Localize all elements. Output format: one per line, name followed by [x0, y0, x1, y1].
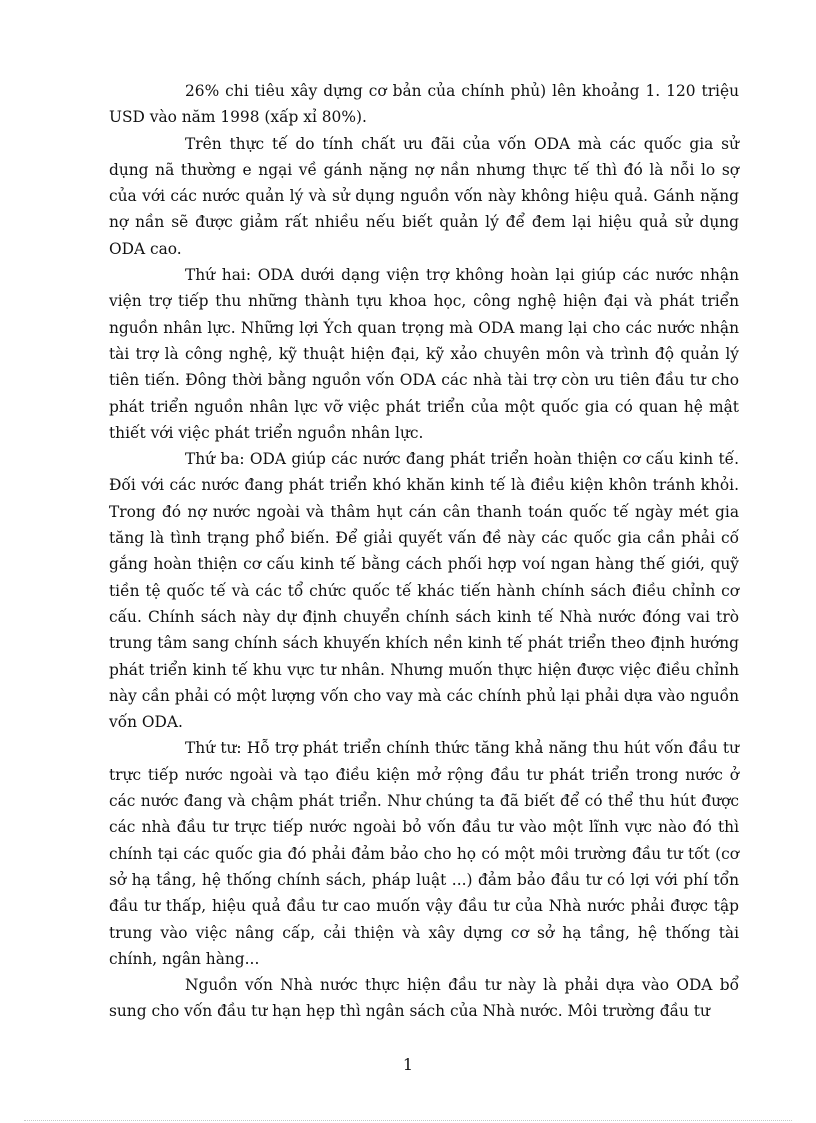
paragraph-6: Nguồn vốn Nhà nước thực hiện đầu tư này là phải dựa vào ODA bổ sung cho vốn đầu tư hạn hẹp thì ngân sách của Nhà nước. Môi trường đầu tư — [109, 976, 739, 1021]
paragraph-1: 26% chi tiêu xây dựng cơ bản của chính phủ) lên khoảng 1. 120 triệu USD vào năm 1998 (xấp xỉ 80%). — [109, 82, 739, 127]
paragraph-2: Trên thực tế do tính chất ưu đãi của vốn ODA mà các quốc gia sử dụng nã thường e ngại về gánh nặng nợ nần nhưng thực tế thì đó là nỗi lo sợ của với các nước quản lý và sử dụng nguồn vốn này không hiệu quả. Gánh nặng nợ nần sẽ được giảm rất nhiều nếu biết quản lý để đem lại hiệu quả sử dụng ODA cao. — [109, 134, 739, 258]
paragraph-3: Thứ hai: ODA dưới dạng viện trợ không hoàn lại giúp các nước nhận viện trợ tiếp thu những thành tựu khoa học, công nghệ hiện đại và phát triển nguồn nhân lực. Những lợi Ých quan trọng mà ODA mang lại cho các nước nhận tài trợ là công nghệ, kỹ thuật hiện đại, kỹ xảo chuyên môn và trình độ quản lý tiên tiến. Đông thời bằng nguồn vốn ODA các nhà tài trợ còn ưu tiên đầu tư cho phát triển nguồn nhân lực vỡ việc phát triển của một quốc gia có quan hệ mật thiết với việc phát triển nguồn nhân lực. — [109, 266, 739, 442]
paragraph-4: Thứ ba: ODA giúp các nước đang phát triển hoàn thiện cơ cấu kinh tế. Đối với các nước đang phát triển khó khăn kinh tế là điều kiện khôn tránh khỏi. Trong đó nợ nước ngoài và thâm hụt cán cân thanh toán quốc tế ngày mét gia tăng là tình trạng phổ biến. Để giải quyết vấn đề này các quốc gia cần phải cố gắng hoàn thiện cơ cấu kinh tế bằng cách phối hợp voí ngan hàng thế giới, quỹ tiền tệ quốc tế và các tổ chức quốc tế khác tiến hành chính sách điều chỉnh cơ cấu. Chính sách này dự định chuyển chính sách kinh tế Nhà nước đóng vai trò trung tâm sang chính sách khuyến khích nền kinh tế phát triển theo định hướng phát triển kinh tế khu vực tư nhân. Nhưng muốn thực hiện được việc điều chỉnh này cần phải có một lượng vốn cho vay mà các chính phủ lại phải dựa vào nguồn vốn ODA. — [109, 450, 739, 732]
page-number: 1 — [402, 1055, 414, 1074]
paragraph-5: Thứ tư: Hỗ trợ phát triển chính thức tăng khả năng thu hút vốn đầu tư trực tiếp nước ngoài và tạo điều kiện mở rộng đầu tư phát triển trong nước ở các nước đang và chậm phát triển. Như chúng ta đã biết để có thể thu hút được các nhà đầu tư trực tiếp nước ngoài bỏ vốn đầu tư vào một lĩnh vực nào đó thì chính tại các quốc gia đó phải đảm bảo cho họ có một môi trường đầu tư tốt (cơ sở hạ tầng, hệ thống chính sách, pháp luật ...) đảm bảo đầu tư có lợi với phí tổn đầu tư thấp, hiệu quả đầu tư cao muốn vậy đầu tư của Nhà nước phải được tập trung vào việc nâng cấp, cải thiện và xây dựng cơ sở hạ tầng, hệ thống tài chính, ngân hàng... — [109, 739, 739, 968]
bottom-divider — [24, 1120, 792, 1121]
body-text — [109, 78, 739, 1025]
